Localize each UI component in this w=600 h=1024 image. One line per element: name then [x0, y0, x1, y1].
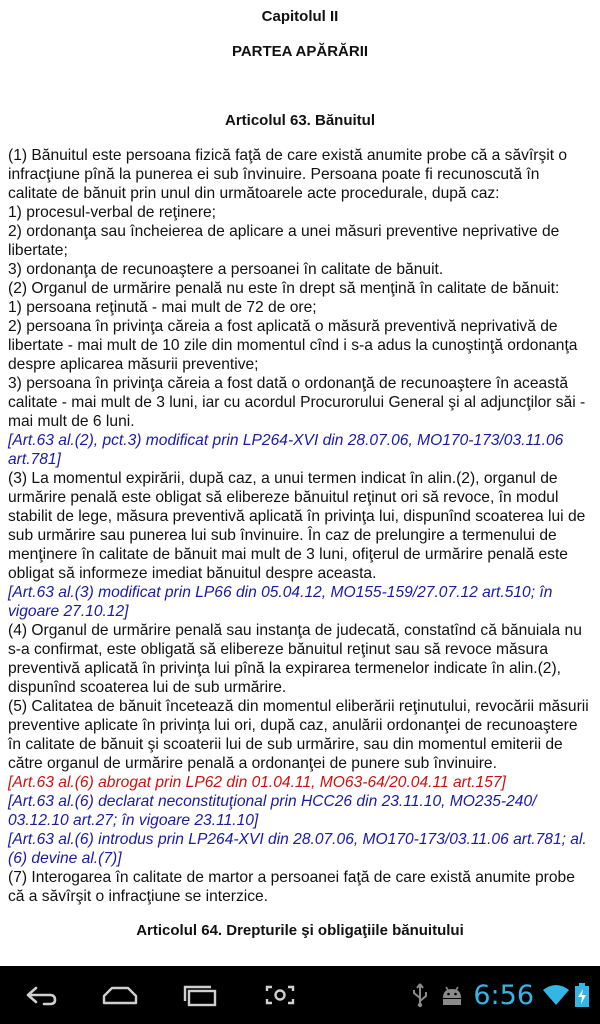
paragraph: (7) Interogarea în calitate de martor a persoanei faţă de care există anumite probe că a săvîrşit o infracţiune se interzice.	[8, 869, 575, 905]
home-icon	[100, 983, 140, 1007]
wifi-icon	[542, 983, 570, 1007]
screenshot-button[interactable]	[256, 977, 304, 1013]
paragraph: 2) persoana în privinţa căreia a fost aplicată o măsură preventivă neprivativă de libertate - mai mult de 10 zile din momentul cînd i s-a adus la cunoştinţă ordonanţa despre aplicarea măsurii preventive;	[8, 318, 578, 373]
usb-icon	[409, 982, 431, 1008]
recent-apps-icon	[180, 983, 220, 1007]
paragraph: 3) ordonanţa de recunoaştere a persoanei în calitate de bănuit.	[8, 261, 444, 278]
back-arrow-icon	[20, 983, 60, 1007]
chapter-heading: Capitolul II	[261, 8, 339, 25]
paragraph: 1) persoana reţinută - mai mult de 72 de ore;	[8, 299, 317, 316]
home-button[interactable]	[96, 977, 144, 1013]
paragraph: (3) La momentul expirării, după caz, a unui termen indicat în alin.(2), organul de urmărire penală este obligat să elibereze bănuitul reţinut ori să revoce, în modul stabilit de lege, măsura preventivă aplicată în privinţa lui, dispunînd scoaterea lui de sub urmărire sau punerea lui sub învinuire. În caz de prelungire a termenului de menţinere în calitate de bănuit mai mult de 3 luni, ofiţerul de urmărire penală este obligat să informeze imediat bănuitul despre aceasta.	[8, 470, 586, 582]
system-navigation-bar	[0, 966, 600, 1024]
battery-charging-icon	[574, 982, 590, 1008]
android-debug-icon	[437, 982, 467, 1008]
paragraph: (4) Organul de urmărire penală sau instanţa de judecată, constatînd că bănuiala nu s-a confirmat, este obligată să elibereze bănuitul reţinut sau să revoce măsura preventivă aplicată în privinţa lui pînă la expirarea termenelor indicate în alin.(2), dispunînd scoaterea lui de sub urmărire.	[8, 622, 582, 696]
status-area[interactable]	[409, 966, 600, 1024]
amendment-note[interactable]: [Art.63 al.(2), pct.3) modificat prin LP264-XVI din 28.07.06, MO170-173/03.11.06 art.781]	[8, 432, 564, 468]
part-heading: PARTEA APĂRĂRII	[231, 43, 369, 60]
article-body	[8, 146, 592, 906]
amendment-note[interactable]: [Art.63 al.(6) introdus prin LP264-XVI din 28.07.06, MO170-173/03.11.06 art.781; al.(6) devine al.(7)]	[8, 831, 587, 867]
recent-apps-button[interactable]	[176, 977, 224, 1013]
paragraph: 3) persoana în privinţa căreia a fost dată o ordonanţă de recunoaştere în această calitate - mai mult de 3 luni, iar cu acordul Procurorului General şi al adjuncţilor săi - mai mult de 6 luni.	[8, 375, 586, 430]
next-article-title: Articolul 64. Drepturile şi obligaţiile bănuitului	[136, 922, 464, 939]
back-button[interactable]	[16, 977, 64, 1013]
repeal-note[interactable]: [Art.63 al.(6) abrogat prin LP62 din 01.04.11, MO63-64/20.04.11 art.157]	[8, 774, 506, 791]
paragraph: 1) procesul-verbal de reţinere;	[8, 204, 217, 221]
clock: 6:56	[473, 979, 534, 1011]
paragraph: 2) ordonanţa sau încheierea de aplicare a unei măsuri preventive neprivative de libertate;	[8, 223, 560, 259]
paragraph: (1) Bănuitul este persoana fizică faţă de care există anumite probe că a săvîrşit o infracţiune pînă la punerea ei sub învinuire. Persoana poate fi recunoscută în calitate de bănuit prin unul din următoarele acte procedurale, după caz:	[8, 147, 568, 202]
screenshot-icon	[260, 983, 300, 1007]
paragraph: (2) Organul de urmărire penală nu este în drept să menţină în calitate de bănuit:	[8, 280, 560, 297]
amendment-note[interactable]: [Art.63 al.(6) declarat neconstituţional prin HCC26 din 23.11.10, MO235-240/ 03.12.10 art.27; în vigoare 23.11.10]	[8, 793, 537, 829]
paragraph: (5) Calitatea de bănuit încetează din momentul eliberării reţinutului, revocării măsurii preventive aplicate în privinţa lui ori, după caz, anulării ordonanţei de recunoaştere în calitate de bănuit şi scoaterii lui de sub urmărire, sau din momentul emiterii de către organul de urmărire penală a ordonanţei de punere sub învinuire.	[8, 698, 589, 772]
amendment-note[interactable]: [Art.63 al.(3) modificat prin LP66 din 05.04.12, MO155-159/27.07.12 art.510; în vigoare 27.10.12]	[8, 584, 553, 620]
article-title: Articolul 63. Bănuitul	[224, 112, 375, 129]
